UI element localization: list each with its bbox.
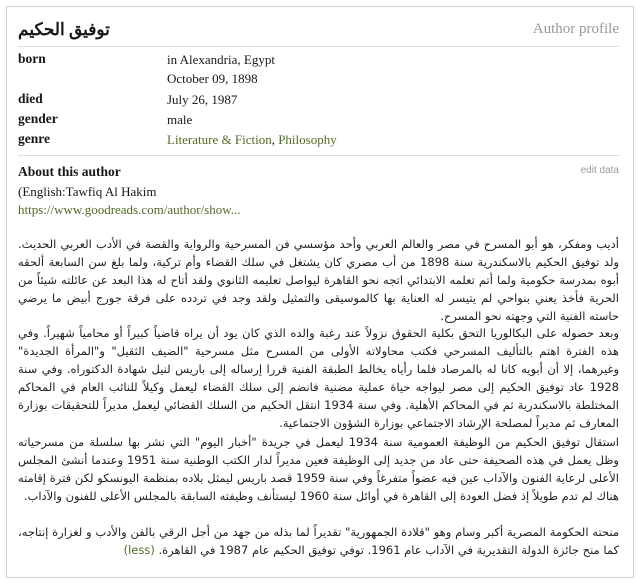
bio-paragraph-2: وبعد حصوله على البكالوريا التحق بكلية الحقوق نزولاً عند رغبة والده الذي كان يود أن يراه قاضياً كبيراً أو محامياً شهيراً. وفي هذه الفترة اهتم بالتأليف المسرحي فكتب محاولاته الأولى من المسرح مثل مسرحية "الضيف الثقيل" و"المرأة الجديدة" وغيرهما، إلا أن أبويه كانا له بالمرصاد فلما رأياه يخالط الطبقة الفنية قررا إرساله إلى باريس لنيل شهادة الدكتوراه. وفي سنة 1928 عاد توفيق الحكيم إلى مصر ليواجه حياة عملية مضنية فانضم إلى سلك القضاء ليعمل وكيلاً للنائب العام في المحاكم المختلطة بالاسكندرية ثم في المحاكم الأهلية. وفي سنة 1934 انتقل الحكيم من السلك القضائي ليعمل مديراً للتحقيقات بوزارة المعارف ثم مديراً لمصلحة الإرشاد الاجتماعي بوزارة الشؤون الاجتماعية. (18, 326, 619, 430)
gender-value: male (167, 112, 193, 127)
author-profile-panel (6, 6, 634, 578)
genre-label: genre (18, 131, 50, 146)
genre-link-philosophy[interactable]: Philosophy (278, 132, 337, 147)
bio-paragraph-1: أديب ومفكر، هو أبو المسرح في مصر والعالم العربي وأحد مؤسسي فن المسرحية والرواية والقصة في الأدب العربي الحديث. ولد توفيق الحكيم بالاسكندرية سنة 1898 من أب مصري كان يشتغل في سلك القضاء وأم تركية، ولما بلغ سن السابعة ألحقه أبوه بمدرسة حكومية ولما أتم تعلمه الابتدائي اتجه نحو القاهرة ليواصل تعليمه الثانوي ولقد أتاح له هذا البعد عن عائلته شيئاً من الحرية فأخذ يعني بنواحي لم يتيسر له العناية بها كالموسيقى والتمثيل ولقد وجد في تردده على فرقة جورج أبيض ما يرضي حاسته الفنية التي وجهته نحو المسرح. (18, 237, 620, 323)
header-divider (18, 46, 619, 47)
genre-separator: , (271, 132, 279, 147)
english-name: (English:Tawfiq Al Hakim (18, 184, 157, 199)
goodreads-url-link[interactable]: https://www.goodreads.com/author/show... (18, 202, 241, 217)
details-divider (18, 155, 619, 156)
bio-paragraph-4-text: منحته الحكومة المصرية أكبر وسام وهو "قلادة الجمهورية" تقديراً لما بذله من جهد من أجل الرقي بالفن والأدب و لغزارة إنتاجه، كما منح جائزة الدولة التقديرية في الآداب عام 1961. توفي توفيق الحكيم عام 1987 في القاهرة. (18, 525, 619, 557)
died-label: died (18, 91, 43, 106)
born-label: born (18, 51, 46, 66)
born-date: October 09, 1898 (167, 71, 258, 86)
bio-paragraph-3: استقال توفيق الحكيم من الوظيفة العمومية سنة 1934 ليعمل في جريدة "أخبار اليوم" التي نشر بها سلسلة من مسرحياته وظل يعمل في هذه الصحيفة حتى عاد من جديد إلى الوظيفة فعين مديراً لدار الكتب الوطنية سنة 1951 وعندما أنشئ المجلس الأعلى لرعاية الفنون والآداب عين فيه عضواً متفرغاً وفي سنة 1959 قصد باريس ليمثل بلاده بمنظمة اليونسكو لكن فترة إقامته هناك لم تدم طويلاً إذ فضل العودة إلى القاهرة في أوائل سنة 1960 ليستأنف وظيفته السابقة بالمجلس الأعلى للفنون والآداب. (18, 435, 620, 503)
bio-paragraph-4 (18, 523, 619, 559)
genre-link-literature-fiction[interactable]: Literature & Fiction (167, 132, 272, 147)
died-date: July 26, 1987 (167, 92, 238, 107)
less-link[interactable]: (less) (123, 543, 155, 557)
author-name: توفيق الحكيم (18, 20, 110, 39)
about-heading: About this author (18, 164, 121, 179)
born-place: in Alexandria, Egypt (167, 52, 275, 67)
genre-list (167, 130, 337, 149)
gender-label: gender (18, 111, 58, 126)
edit-data-link[interactable]: edit data (580, 165, 619, 176)
section-label: Author profile (532, 21, 619, 37)
